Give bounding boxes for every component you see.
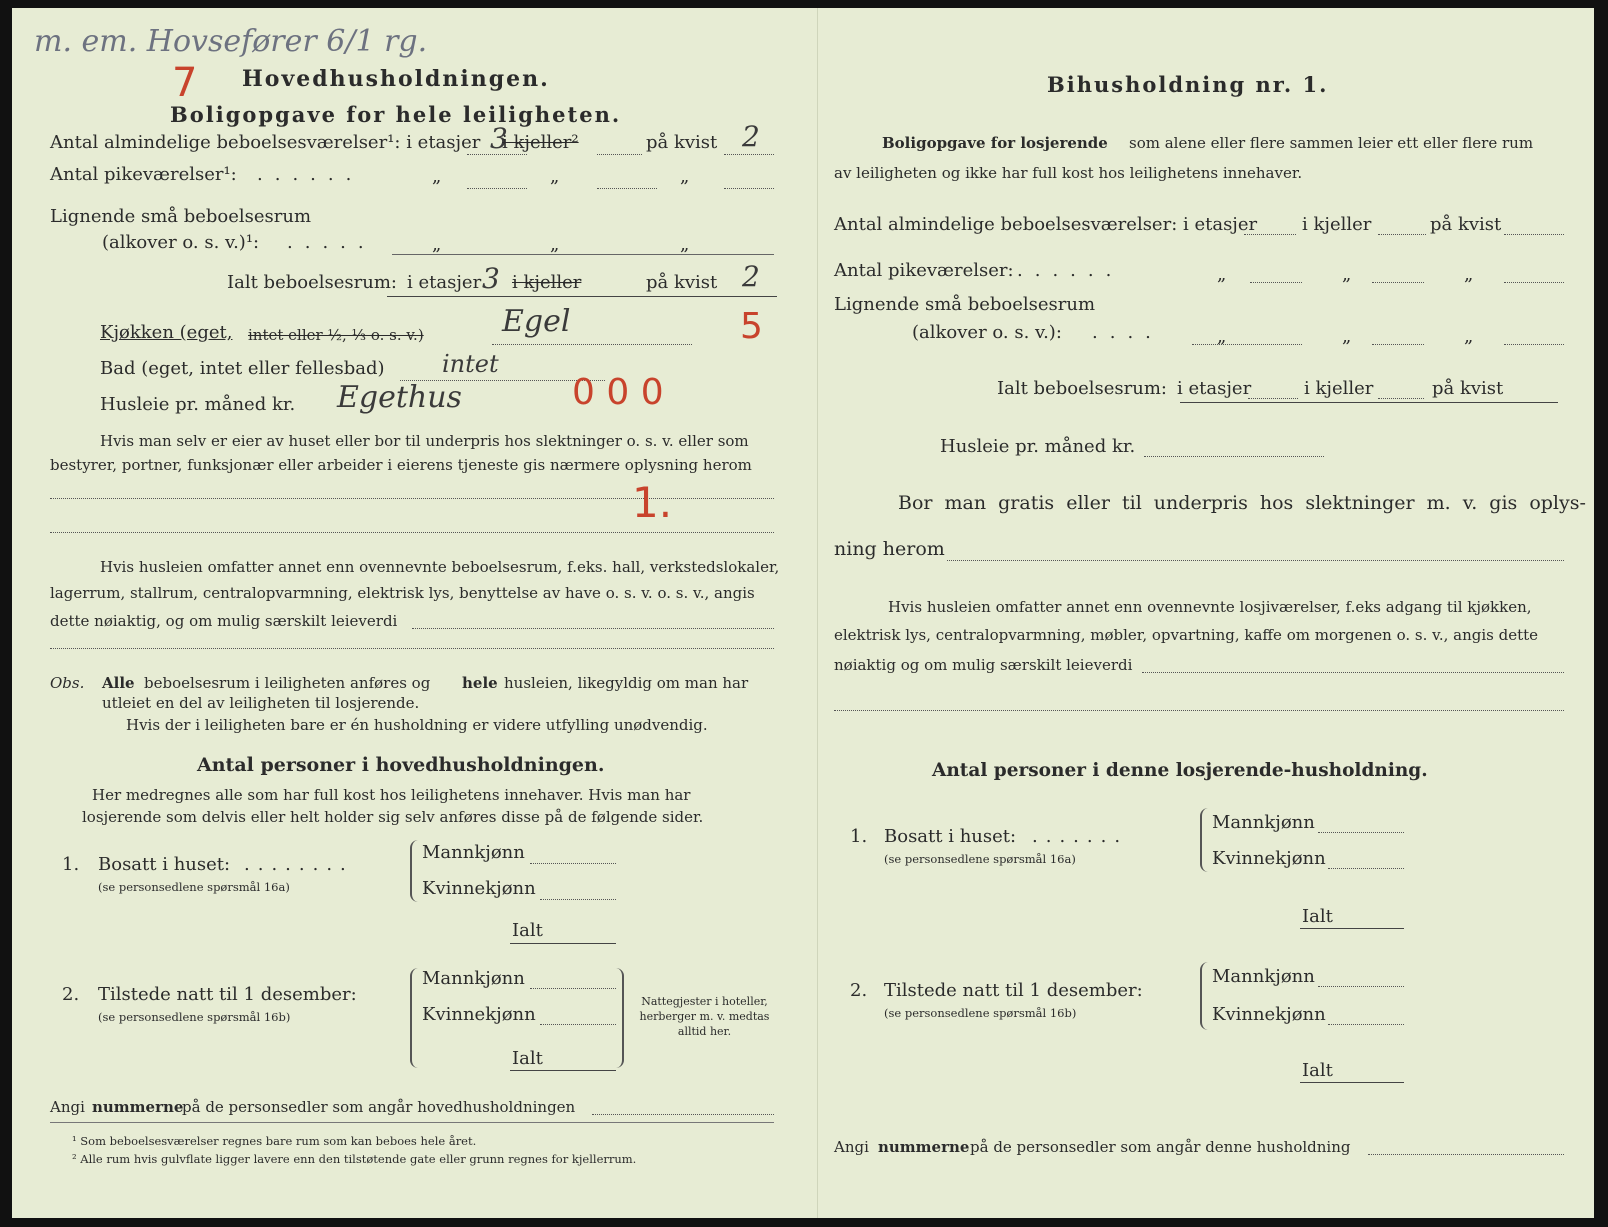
left-ialt: Ialt bbox=[512, 1048, 543, 1069]
dot-leader: ........ bbox=[244, 854, 354, 875]
right-para-line2: elektrisk lys, centralopvarmning, møbler, opvartning, kaffe om morgenen o. s. v., angis dette bbox=[834, 626, 1539, 644]
fill-in-line bbox=[467, 188, 527, 189]
obs-line3: Hvis der i leiligheten bare er én husholdning er videre utfylling unødvendig. bbox=[126, 716, 708, 734]
right-row2-label: Antal pikeværelser: bbox=[834, 260, 1014, 281]
obs-line2: utleiet en del av leiligheten til losjerende. bbox=[102, 694, 420, 712]
left-row3-label-a: Lignende små beboelsesrum bbox=[50, 206, 312, 227]
left-para1-line1: Hvis man selv er eier av huset eller bor til underpris hos slektninger o. s. v. eller som bbox=[100, 432, 749, 450]
footnote-2: ² Alle rum hvis gulvflate ligger lavere enn den tilstøtende gate eller grunn regnes for kjellerrum. bbox=[72, 1152, 637, 1166]
hw-ialt-kvist: 2 bbox=[742, 260, 760, 293]
fill-in-line bbox=[492, 344, 692, 345]
left-kjokken-b: intet eller ½, ⅓ o. s. v.) bbox=[248, 326, 424, 344]
fill-in-line bbox=[1378, 234, 1426, 235]
fill-in-line bbox=[1372, 282, 1424, 283]
fill-in-line bbox=[387, 296, 777, 297]
right-ialt: Ialt bbox=[1302, 1060, 1333, 1081]
right-q1-num: 1. bbox=[850, 826, 868, 847]
brace bbox=[410, 968, 420, 1068]
fill-in-line bbox=[1250, 282, 1302, 283]
fill-in-line bbox=[1378, 398, 1424, 399]
hw-husleie: Egethus bbox=[337, 380, 462, 415]
fill-in-line bbox=[540, 1024, 616, 1025]
fill-in-line bbox=[1300, 1082, 1404, 1083]
right-ditto: „ bbox=[1464, 326, 1474, 347]
left-ditto: „ bbox=[680, 234, 690, 255]
footnote-1: ¹ Som beboelsesværelser regnes bare rum som kan beboes hele året. bbox=[72, 1134, 477, 1148]
right-angi-label: på de personsedler som angår denne husholdning bbox=[970, 1138, 1351, 1156]
left-obs-l1-d: husleien, likegyldig om man har bbox=[504, 674, 749, 692]
fill-in-line bbox=[392, 254, 774, 255]
left-row1-kjeller: i kjeller² bbox=[502, 132, 579, 153]
left-obs-l1-a: Alle bbox=[102, 674, 135, 692]
left-obs-l1-c: hele bbox=[462, 674, 498, 692]
left-subtitle: Boligopgave for hele leiligheten. bbox=[170, 102, 622, 127]
fill-in-line bbox=[1504, 234, 1564, 235]
brace bbox=[1200, 808, 1210, 872]
page-fold bbox=[817, 8, 818, 1218]
left-angi-a: Angi bbox=[50, 1098, 85, 1116]
left-ditto: „ bbox=[550, 234, 560, 255]
right-q2-num: 2. bbox=[850, 980, 868, 1001]
hw-etasjer: 3 bbox=[490, 122, 508, 155]
right-gratis-line2: ning herom bbox=[834, 538, 945, 560]
fill-in-line bbox=[1248, 398, 1298, 399]
left-ditto: „ bbox=[432, 166, 442, 187]
right-mann: Mannkjønn bbox=[1212, 966, 1315, 987]
fill-in-line bbox=[834, 710, 1564, 711]
fill-in-line bbox=[530, 863, 616, 864]
left-ialt-etasjer: i etasjer bbox=[407, 272, 482, 293]
handwritten-red-mark: 7 bbox=[172, 60, 198, 106]
fill-in-line bbox=[1328, 868, 1404, 869]
fill-in-line bbox=[50, 648, 774, 649]
right-intro-b: Boligopgave for losjerende bbox=[882, 134, 1108, 152]
right-row1-kvist: på kvist bbox=[1430, 214, 1502, 235]
fill-in-line bbox=[510, 943, 616, 944]
fill-in-line bbox=[1372, 344, 1424, 345]
census-form-sheet bbox=[12, 8, 1594, 1218]
left-obs-l1-b: beboelsesrum i leiligheten anføres og bbox=[144, 674, 431, 692]
fill-in-line bbox=[947, 560, 1564, 561]
fill-in-line bbox=[1318, 986, 1404, 987]
right-angi-b: nummerne bbox=[878, 1138, 970, 1156]
right-kvinne: Kvinnekjønn bbox=[1212, 848, 1326, 869]
hw-red-amount: 0 0 0 bbox=[572, 372, 664, 413]
right-intro-line2: av leiligheten og ikke har full kost hos leilighetens innehaver. bbox=[834, 164, 1303, 182]
handwritten-top-note: m. em. Hovsefører 6/1 rg. bbox=[34, 24, 428, 59]
fill-in-line bbox=[1192, 344, 1302, 345]
obs-label: Obs. bbox=[50, 674, 85, 692]
dot-leader: ....... bbox=[1032, 826, 1129, 847]
right-q1-sub: (se personsedlene spørsmål 16a) bbox=[884, 852, 1076, 866]
left-side-note: Nattegjester i hoteller, herberger m. v. medtas alltid her. bbox=[639, 995, 770, 1038]
right-ialt-label: Ialt beboelsesrum: bbox=[997, 378, 1167, 399]
right-title: Bihusholdning nr. 1. bbox=[1047, 72, 1329, 97]
right-q1-label: Bosatt i huset: bbox=[884, 826, 1017, 847]
brace bbox=[410, 840, 420, 902]
left-kvinne: Kvinnekjønn bbox=[422, 1004, 536, 1025]
dot-leader: ..... bbox=[287, 232, 376, 253]
hw-red-5: 5 bbox=[740, 306, 763, 347]
fill-in-line bbox=[540, 899, 616, 900]
right-gratis-line1: Bor man gratis eller til underpris hos slektninger m. v. gis oplys- bbox=[898, 492, 1586, 514]
fill-in-line bbox=[50, 532, 774, 533]
fill-in-line bbox=[724, 154, 774, 155]
dot-leader: ...... bbox=[257, 164, 364, 185]
right-mann: Mannkjønn bbox=[1212, 812, 1315, 833]
right-ditto: „ bbox=[1342, 326, 1352, 347]
right-kvinne: Kvinnekjønn bbox=[1212, 1004, 1326, 1025]
fill-in-line bbox=[1328, 1024, 1404, 1025]
left-q1-num: 1. bbox=[62, 854, 80, 875]
right-row1-label: Antal almindelige beboelsesværelser: i etasjer bbox=[834, 214, 1258, 235]
right-para-line1: Hvis husleien omfatter annet enn ovennevnte losjiværelser, f.eks adgang til kjøkken, bbox=[888, 598, 1532, 616]
left-ialt-kjeller: i kjeller bbox=[512, 272, 582, 293]
hw-bad: intet bbox=[442, 350, 499, 378]
left-husleie-label: Husleie pr. måned kr. bbox=[100, 394, 296, 415]
hw-ialt-etasjer: 3 bbox=[482, 262, 500, 295]
fill-in-line bbox=[592, 1114, 774, 1115]
right-angi-a: Angi bbox=[834, 1138, 869, 1156]
fill-in-line bbox=[1504, 282, 1564, 283]
right-ialt: Ialt bbox=[1302, 906, 1333, 927]
hw-kjokken: Egel bbox=[502, 304, 571, 339]
left-row3-label-b: (alkover o. s. v.)¹: bbox=[102, 232, 260, 253]
right-row3-label-a: Lignende små beboelsesrum bbox=[834, 294, 1096, 315]
hw-kvist: 2 bbox=[742, 120, 760, 153]
left-para1-line2: bestyrer, portner, funksjonær eller arbeider i eierens tjeneste gis nærmere oplysning herom bbox=[50, 456, 752, 474]
dot-leader: .... bbox=[1092, 322, 1163, 343]
left-ditto: „ bbox=[432, 234, 442, 255]
left-bad-label: Bad (eget, intet eller fellesbad) bbox=[100, 358, 385, 379]
right-q2-sub: (se personsedlene spørsmål 16b) bbox=[884, 1006, 1077, 1020]
left-angi-b: nummerne bbox=[92, 1098, 184, 1116]
right-ditto: „ bbox=[1342, 264, 1352, 285]
right-persons-title: Antal personer i denne losjerende-husholdning. bbox=[932, 760, 1428, 781]
right-husleie-label: Husleie pr. måned kr. bbox=[940, 436, 1136, 457]
right-intro-line1: som alene eller flere sammen leier ett eller flere rum bbox=[1129, 134, 1534, 152]
fill-in-line bbox=[530, 988, 616, 989]
fill-in-line bbox=[724, 188, 774, 189]
left-kjokken-label: Kjøkken (eget, bbox=[100, 322, 233, 343]
fill-in-line bbox=[1318, 832, 1404, 833]
left-q2-sub: (se personsedlene spørsmål 16b) bbox=[98, 1010, 291, 1024]
fill-in-line bbox=[597, 154, 642, 155]
right-ialt-kjeller: i kjeller bbox=[1304, 378, 1374, 399]
hw-red-1: 1. bbox=[632, 478, 673, 527]
fill-in-line bbox=[1144, 456, 1324, 457]
fill-in-line bbox=[597, 188, 657, 189]
brace bbox=[1200, 962, 1210, 1030]
right-para-line3: nøiaktig og om mulig særskilt leieverdi bbox=[834, 656, 1133, 674]
fill-in-line bbox=[50, 1122, 774, 1123]
fill-in-line bbox=[510, 1070, 616, 1071]
left-ialt-kvist: på kvist bbox=[646, 272, 718, 293]
fill-in-line bbox=[412, 628, 774, 629]
left-ialt-label: Ialt beboelsesrum: bbox=[227, 272, 397, 293]
left-q2-label: Tilstede natt til 1 desember: bbox=[98, 984, 357, 1005]
fill-in-line bbox=[1244, 234, 1296, 235]
right-ialt-etasjer: i etasjer bbox=[1177, 378, 1252, 399]
left-para2-line3: dette nøiaktig, og om mulig særskilt leieverdi bbox=[50, 612, 398, 630]
left-title: Hovedhusholdningen. bbox=[242, 66, 550, 92]
left-persons-l1: Her medregnes alle som har full kost hos leilighetens innehaver. Hvis man har bbox=[92, 786, 691, 804]
right-ditto: „ bbox=[1464, 264, 1474, 285]
left-para2-line1: Hvis husleien omfatter annet enn ovennevnte beboelsesrum, f.eks. hall, verkstedslokaler, bbox=[100, 558, 780, 576]
left-q1-label: Bosatt i huset: bbox=[98, 854, 231, 875]
right-ditto: „ bbox=[1217, 264, 1227, 285]
left-angi-label: på de personsedler som angår hovedhusholdningen bbox=[182, 1098, 576, 1116]
left-q2-num: 2. bbox=[62, 984, 80, 1005]
brace bbox=[614, 968, 624, 1068]
right-ditto: „ bbox=[1217, 326, 1227, 347]
left-q1-sub: (se personsedlene spørsmål 16a) bbox=[98, 880, 290, 894]
left-para2-line2: lagerrum, stallrum, centralopvarmning, elektrisk lys, benyttelse av have o. s. v. o. s. v., angis bbox=[50, 584, 755, 602]
fill-in-line bbox=[1142, 672, 1564, 673]
left-kvinne: Kvinnekjønn bbox=[422, 878, 536, 899]
right-row3-label-b: (alkover o. s. v.): bbox=[912, 322, 1062, 343]
right-q2-label: Tilstede natt til 1 desember: bbox=[884, 980, 1143, 1001]
left-row1-kvist: på kvist bbox=[646, 132, 718, 153]
left-mann: Mannkjønn bbox=[422, 842, 525, 863]
left-ditto: „ bbox=[550, 166, 560, 187]
left-row2-label: Antal pikeværelser¹: bbox=[50, 164, 237, 185]
left-ialt: Ialt bbox=[512, 920, 543, 941]
fill-in-line bbox=[1368, 1154, 1564, 1155]
fill-in-line bbox=[1504, 344, 1564, 345]
left-ditto: „ bbox=[680, 166, 690, 187]
right-ialt-kvist: på kvist bbox=[1432, 378, 1504, 399]
right-row1-kjeller: i kjeller bbox=[1302, 214, 1372, 235]
fill-in-line bbox=[1180, 402, 1558, 403]
fill-in-line bbox=[1300, 928, 1404, 929]
left-mann: Mannkjønn bbox=[422, 968, 525, 989]
dot-leader: ...... bbox=[1017, 260, 1124, 281]
left-persons-title: Antal personer i hovedhusholdningen. bbox=[197, 754, 605, 776]
left-row1-label: Antal almindelige beboelsesværelser¹: i etasjer bbox=[50, 132, 481, 153]
left-persons-l2: losjerende som delvis eller helt holder sig selv anføres disse på de følgende sider. bbox=[82, 808, 704, 826]
